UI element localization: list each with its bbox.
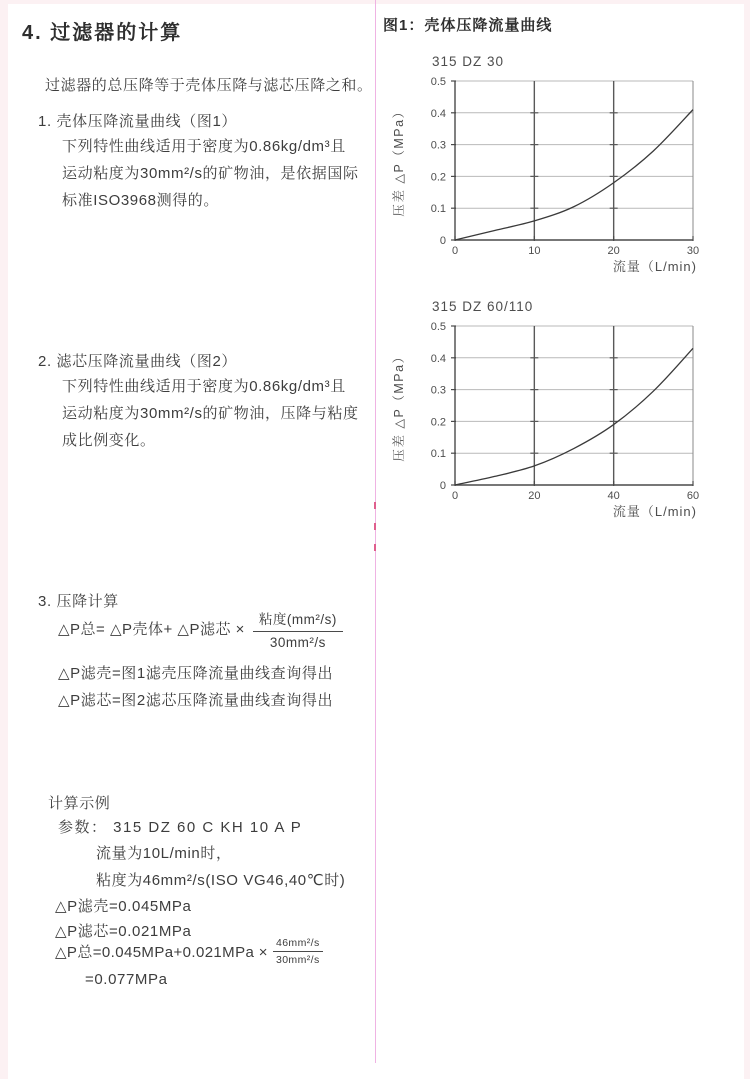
svg-text:315 DZ 60/110: 315 DZ 60/110	[432, 299, 534, 314]
svg-text:0: 0	[451, 490, 459, 502]
section-1-line: 运动粘度为30mm²/s的矿物油，是依据国际	[62, 165, 359, 182]
svg-text:流量（L/min): 流量（L/min)	[612, 504, 697, 519]
svg-text:20: 20	[607, 245, 620, 257]
section-2-line: 运动粘度为30mm²/s的矿物油，压降与粘度	[62, 405, 359, 422]
svg-text:压差 △P（MPa）: 压差 △P（MPa）	[392, 104, 406, 217]
formula-note-line: △P滤壳=图1滤壳压降流量曲线查询得出	[58, 665, 334, 682]
example-condition-line: 粘度为46mm²/s(ISO VG46,40℃时)	[96, 872, 346, 889]
section-2-line: 下列特性曲线适用于密度为0.86kg/dm³且	[62, 378, 346, 395]
example-total-denominator: 30mm²/s	[275, 954, 320, 966]
svg-text:0.5: 0.5	[430, 321, 446, 333]
svg-text:0.1: 0.1	[430, 448, 446, 461]
example-total-lhs: △P总=0.045MPa+0.021MPa ×	[55, 943, 268, 961]
formula-numerator: 粘度(mm²/s)	[253, 606, 343, 632]
example-total-result: =0.077MPa	[85, 971, 168, 988]
svg-text:0.2: 0.2	[430, 171, 446, 184]
page-title: 4. 过滤器的计算	[22, 22, 183, 44]
svg-text:0: 0	[451, 245, 459, 257]
svg-text:0: 0	[439, 480, 446, 492]
formula-denominator: 30mm²/s	[269, 635, 326, 650]
svg-text:20: 20	[528, 490, 541, 502]
example-result-housing: △P滤壳=0.045MPa	[55, 898, 192, 915]
example-parameter-line: 参数： 315 DZ 60 C KH 10 A P	[58, 819, 303, 836]
svg-text:流量（L/min): 流量（L/min)	[612, 259, 697, 274]
section-2-body	[62, 373, 359, 454]
section-1-heading: 1. 壳体压降流量曲线（图1）	[38, 113, 238, 130]
formula-lhs: △P总= △P壳体+ △P滤芯 ×	[58, 620, 245, 638]
example-condition-line: 流量为10L/min时，	[96, 845, 232, 862]
svg-text:压差 △P（MPa）: 压差 △P（MPa）	[392, 349, 406, 462]
divider-mark	[374, 544, 376, 551]
example-total-numerator: 46mm²/s	[273, 936, 323, 952]
svg-text:0.1: 0.1	[430, 203, 446, 216]
example-total-formula	[55, 936, 323, 966]
pressure-drop-formula	[58, 606, 343, 650]
example-total-fraction	[273, 936, 323, 966]
section-2-line: 成比例变化。	[62, 432, 156, 449]
example-result-element: △P滤芯=0.021MPa	[55, 923, 192, 940]
intro-text: 过滤器的总压降等于壳体压降与滤芯压降之和。	[45, 77, 373, 94]
svg-text:0: 0	[439, 235, 446, 247]
section-1-line: 标准ISO3968测得的。	[62, 192, 220, 209]
figure-caption: 图1：壳体压降流量曲线	[383, 17, 553, 34]
section-1-body	[62, 133, 359, 214]
section-3-heading: 3. 压降计算	[38, 593, 119, 610]
column-divider-line	[375, 0, 376, 1063]
divider-mark	[374, 502, 376, 509]
svg-text:60: 60	[686, 490, 700, 502]
svg-text:40: 40	[607, 490, 620, 502]
svg-text:30: 30	[686, 245, 700, 257]
chart-315-dz-60-110	[389, 295, 711, 541]
section-2-heading: 2. 滤芯压降流量曲线（图2）	[38, 353, 238, 370]
svg-text:10: 10	[528, 245, 541, 257]
chart-315-dz-30	[389, 50, 711, 296]
svg-text:315 DZ 30: 315 DZ 30	[432, 54, 505, 69]
svg-text:0.4: 0.4	[430, 352, 446, 365]
svg-text:0.3: 0.3	[430, 139, 446, 152]
example-heading: 计算示例	[48, 795, 111, 812]
formula-fraction	[253, 606, 343, 650]
formula-note-line: △P滤芯=图2滤芯压降流量曲线查询得出	[58, 692, 334, 709]
svg-text:0.4: 0.4	[430, 107, 446, 120]
svg-text:0.3: 0.3	[430, 384, 446, 397]
svg-text:0.2: 0.2	[430, 416, 446, 429]
example-conditions	[96, 840, 345, 894]
section-1-line: 下列特性曲线适用于密度为0.86kg/dm³且	[62, 138, 346, 155]
formula-notes	[58, 660, 333, 714]
svg-text:0.5: 0.5	[430, 76, 446, 88]
divider-mark	[374, 523, 376, 530]
